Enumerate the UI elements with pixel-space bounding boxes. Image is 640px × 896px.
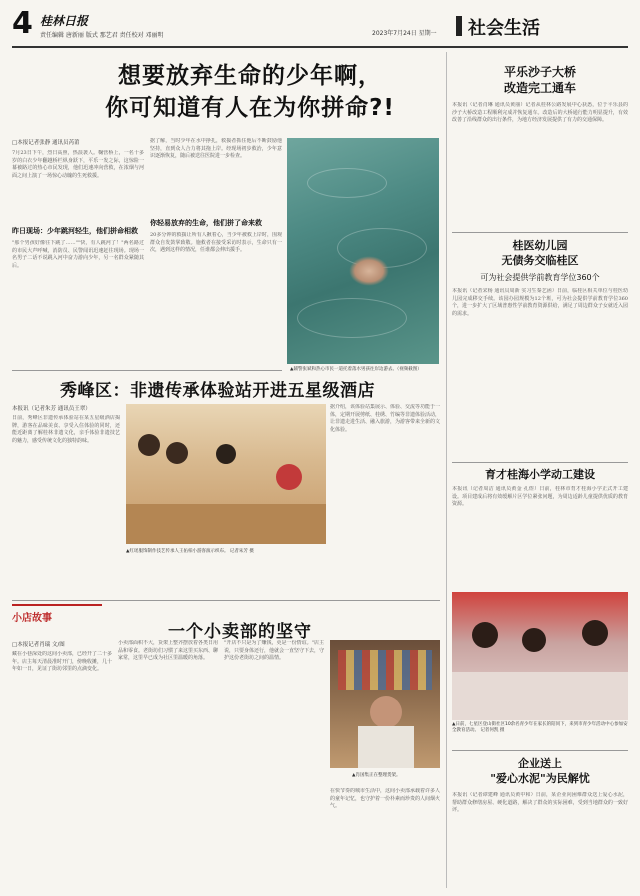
lead-column-1 [12, 138, 144, 402]
store-story-tag-text: 小店故事 [12, 613, 52, 624]
store-owner-body [358, 726, 414, 768]
right-story2-headline-l1: 桂医幼儿园 [512, 239, 568, 252]
article3-headline: 一个小卖部的坚守 [168, 622, 312, 642]
child-head [582, 620, 608, 646]
section-bar [456, 16, 462, 36]
lead-column-2 [150, 138, 282, 402]
heritage-craft-photo [126, 404, 326, 544]
lead-headline-line2: 你可知道有人在为你拼命?! [105, 95, 395, 121]
lead-col3-body: 20多分钟的救援让所有人揪着心，当少年被救上岸时，围观群众自发鼓掌致敬。施救者在接受采访时表示，生命只有一次，遇到这样的情况，任谁都会伸出援手。 [150, 232, 282, 254]
section-rule [12, 370, 282, 371]
right-story3-headline: 育才桂海小学动工建设 [485, 468, 595, 481]
article3-photo-caption: ▲肖国集正在整理货架。 [352, 773, 401, 778]
right-story1-headline-l2: 改造完工通车 [503, 81, 576, 95]
article2-byline: 本报讯（记者朱芳 通讯员王翠） [12, 406, 91, 412]
child-head [138, 434, 160, 456]
section-title: 社会生活 [468, 18, 540, 39]
staff-line: 责任编辑 唐新丽 版式 那艺君 责任校对 邓丽明 [40, 32, 164, 39]
article3-col2-body: 小卖部面积不大，货架上整齐摆放着各类日用品和零食。老街坊们习惯了来这里买东西、聊家常，这里早已成为社区里温暖的角落。 [118, 640, 218, 662]
section-rule [12, 600, 440, 601]
right-story1-headline-l1: 平乐沙子大桥 [503, 65, 576, 79]
right-story4-headline-l1: 企业送上 [518, 757, 562, 770]
safety-activity-photo [452, 592, 628, 720]
article3-column-3 [224, 640, 324, 890]
store-story-tag [12, 604, 102, 624]
right-story3-body: 本报讯（记者周洁 通讯员黄金 孔煜）日前，桂林市育才桂海小学正式开工建设。项目建成后将有效缓解片区学位紧张问题，为周边适龄儿童提供优质的教育资源。 [452, 486, 628, 508]
article3-byline: □本报记者肖瑞 文/图 [12, 642, 65, 648]
right-story4-headline-l2: "爱心水泥"为民解忧 [490, 772, 590, 785]
section-label [456, 8, 628, 44]
issue-date: 2023年7月24日 星期一 [372, 30, 437, 37]
article2-headline: 秀峰区：非遗传承体验站开进五星级酒店 [60, 381, 375, 401]
lead-byline: □本报记者张静 通讯员芮莆 [12, 140, 80, 146]
paper-name: 桂林日报 [40, 14, 89, 28]
lead-subhead-2: 你轻易放弃的生命，他们拼了命来救 [150, 219, 262, 227]
water-ripple [297, 298, 407, 338]
article2-col2-body: 据介绍，该体验站集展示、体验、交流等功能于一体，定期开展剪纸、桂绣、竹编等非遗体验活动，让非遗走进生活、融入旅游，为游客带来全新的文化体验。 [330, 404, 440, 433]
child-head [166, 442, 188, 464]
right-photo-caption: ▲日前，七星区登山街社区10余名青少年在家长的陪同下，来到市青少年活动中心参加安全教育活动。 记者何凯 摄 [452, 722, 628, 733]
article2-column-2 [330, 404, 440, 614]
article3-column-4 [330, 788, 440, 888]
lead-col1-body: "那个男孩好像往下跳了……""快，有人跳河了！"两名路过的市民大声呼喊，消防员、民警闻讯迅速赶往现场。现场一名男子二话不说跳入河中奋力游向少年，另一名群众紧随其后。 [12, 240, 144, 269]
lead-headline-line1: 想要放弃生命的少年啊， [118, 63, 382, 89]
right-story2-body: 本报讯（记者宋杨 通讯员周新 实习生秦艺函）日前，临桂区相关单位与桂医幼儿园完成移交手续。该园办园规模为12个班，可为社会提供学前教育学位360个，进一步扩大了区域普惠性学前教育资源供给，满足了周边群众子女就近入园的需求。 [452, 288, 628, 317]
right-story4-body: 本报讯（记者谭建峰 通讯员黄中和）日前，某企业向困难群众送上爱心水泥，帮助群众修缮房屋、硬化道路，解决了群众的实际困难，受到当地群众的一致好评。 [452, 792, 628, 814]
lead-intro: 7月23日下午，烈日高照，热浪袭人。鞠营桥上，一名十多岁的白衣少年翻越桥栏纵身跃下，平乐一发之际，这惊险一幕被路过的热心市民发现，他们迅速冲向营救，在浓烟与河面之间上演了一场惊心动魄的生死救援。 [12, 150, 144, 179]
store-owner-photo [330, 640, 440, 768]
article3-column-2 [118, 640, 218, 890]
lead-headline [60, 60, 440, 124]
artisan-headwear [276, 464, 302, 490]
child-head [522, 628, 546, 652]
header-rule [12, 46, 628, 48]
section-rule [452, 232, 628, 233]
child-head [216, 444, 236, 464]
right-story4-headline [452, 756, 628, 786]
masthead [12, 8, 628, 48]
article3-col4-body: 在快节奏的城市生活中，这间小卖部承载着许多人的童年记忆，也守护着一份朴素而珍贵的人间烟火气。 [330, 788, 440, 810]
article2-col1-body: 日前，秀峰区非遗传承体验站在某五星级酒店揭牌，游客在品味美食、享受入住体验的同时，还能近距离了解桂林非遗文化，亲手体验非遗技艺的魅力，感受传统文化的独特韵味。 [12, 415, 120, 444]
water-ripple [307, 168, 387, 198]
article2-column-1 [12, 404, 120, 604]
right-story2-headline-l3: 可为社会提供学前教育学位360个 [480, 273, 600, 282]
child-head [472, 622, 498, 648]
photo-foreground [452, 672, 628, 720]
article2-photo-caption: ▲红瑶服饰制作技艺传承人王佑柏小游客演示织布。 记者朱芳 摄 [126, 549, 254, 554]
river-rescue-photo [287, 138, 439, 364]
column-divider [446, 52, 447, 888]
swimmers-figure [349, 256, 389, 286]
lead-photo-caption: ▲辅警张斌和热心市民一道托着落水男孩往岸边游去。（视频截图） [290, 367, 422, 372]
page-number: 4 [12, 6, 33, 41]
lead-col2-body: 据了解，当时少年在水中挣扎，救援者抓住他后不断鼓励他坚持，直到众人合力将其拖上岸。经现场初步救治，少年意识逐渐恢复，随后被送往医院进一步检查。 [150, 138, 282, 160]
right-story2-headline [452, 238, 628, 285]
article3-col1-body: 藏在小巷深处的这间小卖部，已经开了二十多年。店主每天清晨准时开门，傍晚收摊，几十年如一日，见证了街坊邻里的点滴变化。 [12, 651, 112, 673]
work-table [126, 504, 326, 544]
section-rule [452, 462, 628, 463]
section-rule [452, 750, 628, 751]
lead-subhead-1: 昨日现场：少年跳河轻生，他们拼命相救 [12, 227, 138, 235]
article3-column-1 [12, 640, 112, 890]
store-shelf-goods [338, 650, 432, 690]
store-owner-head [370, 696, 402, 728]
right-story2-headline-l2: 无债务交临桂区 [501, 254, 579, 267]
right-story1-headline [452, 64, 628, 96]
right-story1-body: 本报讯（记者肖琳 通讯员黄丽）记者从桂林公路发展中心获悉，位于平乐县的沙子大桥改造工程顺利完成并恢复通车。改造后的大桥通行能力明显提升，有效改善了沿线群众的出行条件，为地方经济发展提供了有力的交通保障。 [452, 102, 628, 124]
article3-col3-body: "开店不只是为了赚钱，更是一份情谊。"店主说，只要身体还行，他就会一直坚守下去，守护这份老街坊之间的温情。 [224, 640, 324, 662]
